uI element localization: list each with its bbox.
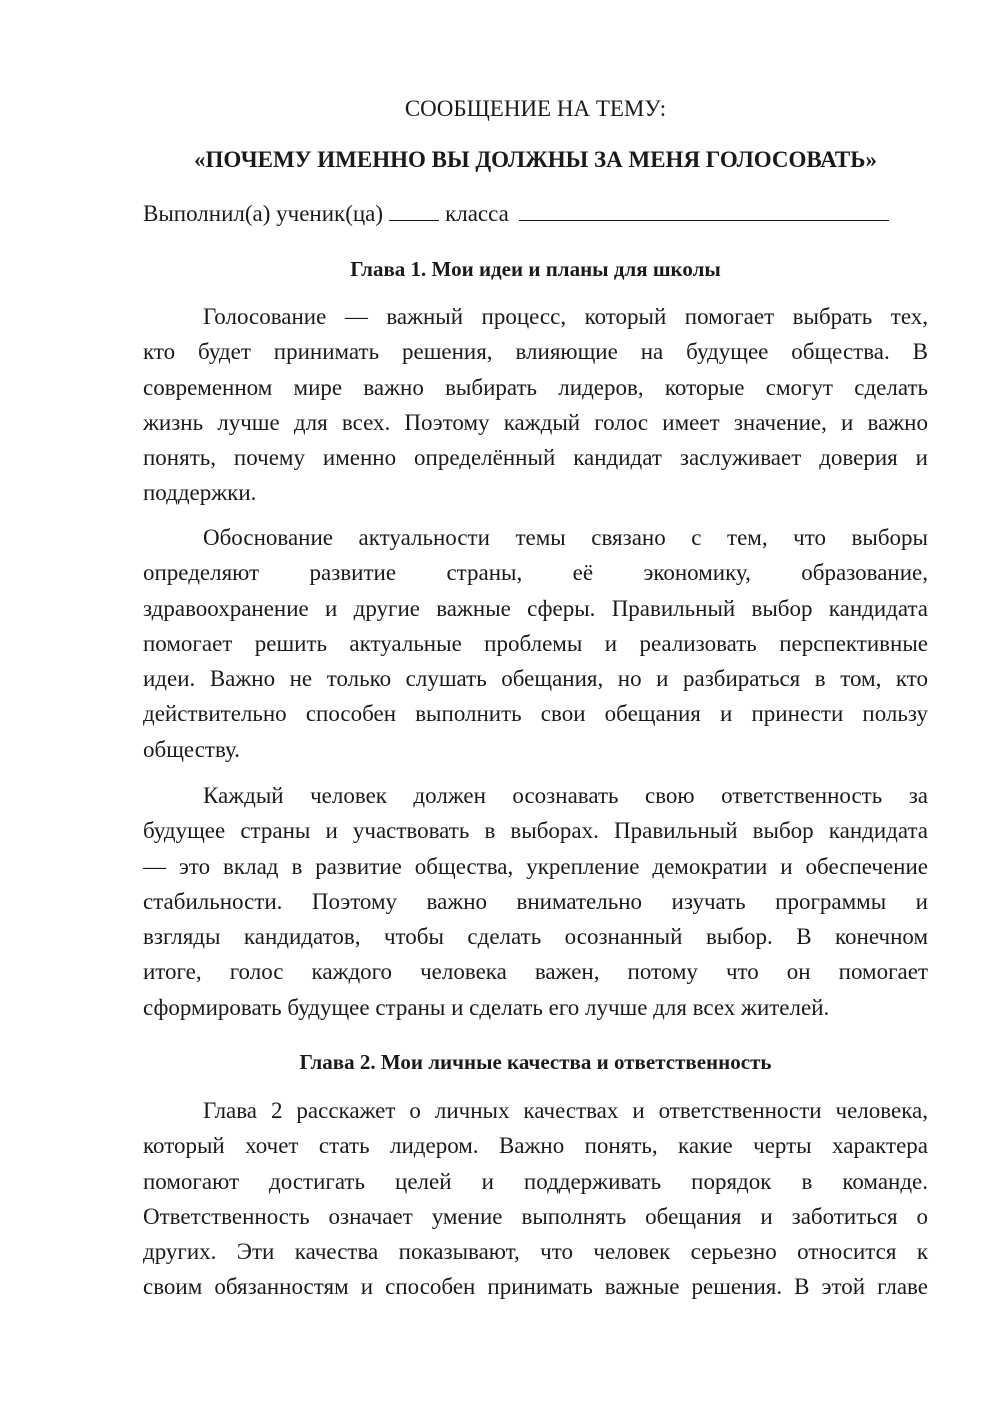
student-name-blank[interactable] — [519, 198, 889, 221]
paragraph-line: Обоснование актуальности темы связано с тем, что выборы — [203, 525, 928, 550]
paragraph-line: который хочет стать лидером. Важно понять, какие черты характера — [143, 1133, 928, 1159]
paragraph-line: помогают достигать целей и поддерживать порядок в команде. — [143, 1168, 928, 1194]
paragraph-line: — это вклад в развитие общества, укрепление демократии и обеспечение — [143, 853, 928, 879]
paragraph-line: современном мире важно выбирать лидеров, которые смогут сделать — [143, 374, 928, 400]
paragraph-line: жизнь лучше для всех. Поэтому каждый голос имеет значение, и важно — [143, 409, 928, 435]
paragraph-line: поддержки. — [143, 480, 257, 506]
chapter-2-paragraph-1 — [143, 1093, 928, 1305]
paragraph-line: Ответственность означает умение выполнять обещания и заботиться о — [143, 1203, 928, 1229]
student-info-line — [143, 198, 928, 229]
paragraph-line: кто будет принимать решения, влияющие на будущее общества. В — [143, 339, 928, 365]
document-title-line-2: «ПОЧЕМУ ИМЕННО ВЫ ДОЛЖНЫ ЗА МЕНЯ ГОЛОСОВАТЬ» — [194, 147, 877, 172]
class-label: класса — [445, 201, 509, 226]
paragraph-line: сформировать будущее страны и сделать его лучше для всех жителей. — [143, 994, 830, 1020]
paragraph-line: Глава 2 расскажет о личных качествах и ответственности человека, — [203, 1098, 928, 1123]
paragraph-line: понять, почему именно определённый кандидат заслуживает доверия и — [143, 445, 928, 471]
paragraph-line: определяют развитие страны, её экономику, образование, — [143, 560, 928, 586]
chapter-1-paragraph-1 — [143, 299, 928, 511]
class-number-blank[interactable] — [389, 198, 439, 221]
paragraph-line: своим обязанностям и способен принимать важные решения. В этой главе — [143, 1274, 928, 1300]
paragraph-line: взгляды кандидатов, чтобы сделать осознанный выбор. В конечном — [143, 924, 928, 950]
paragraph-line: других. Эти качества показывают, что человек серьезно относится к — [143, 1239, 928, 1265]
paragraph-line: здравоохранение и другие важные сферы. Правильный выбор кандидата — [143, 595, 928, 621]
paragraph-line: идеи. Важно не только слушать обещания, но и разбираться в том, кто — [143, 666, 928, 692]
student-label: Выполнил(а) ученик(ца) — [143, 201, 384, 226]
chapter-1-heading: Глава 1. Мои идеи и планы для школы — [350, 257, 721, 281]
document-title-line-1: СООБЩЕНИЕ НА ТЕМУ: — [404, 96, 667, 121]
paragraph-line: помогает решить актуальные проблемы и реализовать перспективные — [143, 630, 928, 656]
paragraph-line: Голосование — важный процесс, который помогает выбрать тех, — [203, 304, 928, 329]
chapter-1-paragraph-2 — [143, 520, 928, 767]
chapter-1-paragraph-3 — [143, 778, 928, 1025]
chapter-2-heading: Глава 2. Мои личные качества и ответственность — [299, 1050, 772, 1074]
paragraph-line: обществу. — [143, 736, 240, 762]
paragraph-line: будущее страны и участвовать в выборах. Правильный выбор кандидата — [143, 818, 928, 844]
paragraph-line: стабильности. Поэтому важно внимательно изучать программы и — [143, 888, 928, 914]
paragraph-line: Каждый человек должен осознавать свою ответственность за — [203, 783, 928, 808]
paragraph-line: итоге, голос каждого человека важен, потому что он помогает — [143, 959, 928, 985]
paragraph-line: действительно способен выполнить свои обещания и принести пользу — [143, 701, 928, 727]
